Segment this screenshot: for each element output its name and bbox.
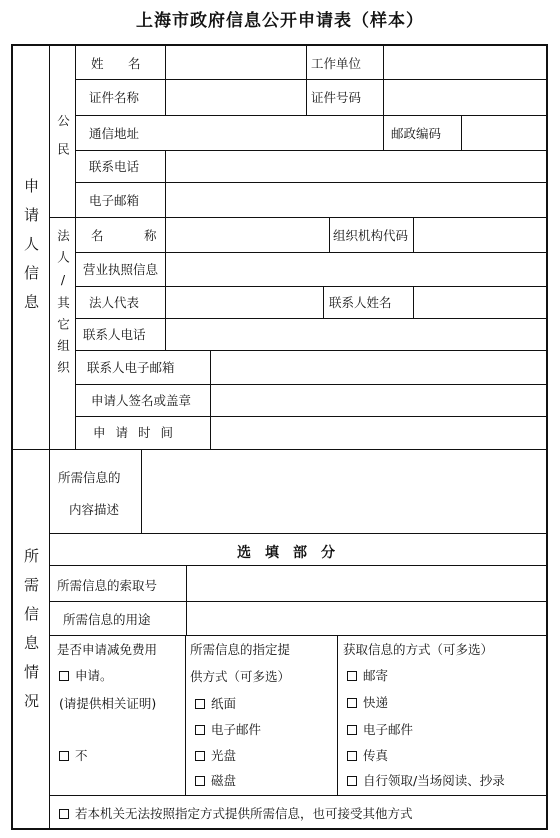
apply-time-label: 申请时间 [93,425,184,440]
alt-method-text: 若本机关无法按照指定方式提供所需信息，也可接受其他方式 [75,806,413,821]
provide-email-checkbox[interactable] [195,725,205,735]
grid-line [323,286,324,318]
grid-line [165,46,166,115]
grid-line [337,635,338,795]
grid-line [210,350,211,449]
obtain-email-checkbox[interactable] [347,725,357,735]
fee-apply-text: 申请。 [75,668,113,683]
id-number-label: 证件号码 [311,90,362,105]
fee-proof-note: (请提供相关证明) [59,696,157,711]
citizen-name-label: 姓 名 [91,56,147,71]
grid-line [306,46,307,115]
grid-line [186,565,187,635]
obtain-option[interactable] [347,775,505,788]
grid-line [49,635,548,636]
provide-disk-checkbox[interactable] [195,776,205,786]
grid-line [75,150,548,151]
info-section-label: 所需信息情况 [22,548,40,722]
grid-line [49,601,548,602]
obtain-mail-checkbox[interactable] [347,671,357,681]
obtain-option-text: 邮寄 [363,668,389,683]
obtain-option-text: 快递 [363,695,389,710]
grid-line [75,252,548,253]
grid-line [165,150,166,217]
applicant-section-label: 申请人信息 [22,178,40,323]
fee-apply-option[interactable] [59,670,113,683]
signature-label: 申请人签名或盖章 [91,393,192,408]
index-number-label: 所需信息的索取号 [57,578,158,593]
fee-no-checkbox[interactable] [59,751,69,761]
obtain-self-checkbox[interactable] [347,776,357,786]
legal-rep-label: 法人代表 [89,295,140,310]
grid-line [383,115,384,150]
org-label: 法人/其它组织 [55,229,71,382]
phone-label: 联系电话 [89,159,140,174]
obtain-option[interactable] [347,697,388,710]
provide-paper-checkbox[interactable] [195,699,205,709]
grid-line [75,384,548,385]
purpose-label: 所需信息的用途 [63,612,151,627]
form-title: 上海市政府信息公开申请表（样本） [136,11,424,31]
content-desc-label-1: 所需信息的 [58,470,121,485]
grid-line [75,350,548,351]
provide-option-text: 电子邮件 [211,722,262,737]
provide-option-text: 磁盘 [211,773,237,788]
org-name-label: 名 称 [91,228,171,243]
content-desc-label-2: 内容描述 [69,502,120,517]
fee-apply-checkbox[interactable] [59,671,69,681]
grid-line [13,449,548,450]
alt-method-checkbox[interactable] [59,809,69,819]
alt-method-option[interactable] [59,808,413,821]
obtain-option[interactable] [347,724,413,737]
citizen-label: 公民 [55,114,71,171]
postcode-label: 邮政编码 [391,126,442,141]
obtain-option[interactable] [347,670,388,683]
grid-line [49,533,548,534]
grid-line [49,565,548,566]
obtain-column-title: 获取信息的方式（可多选） [343,642,494,657]
obtain-fax-checkbox[interactable] [347,751,357,761]
fee-column-title: 是否申请减免费用 [57,642,158,657]
provide-option-text: 纸面 [211,696,237,711]
provide-column-title-1: 所需信息的指定提 [190,642,291,657]
grid-line [75,46,76,449]
grid-line [75,79,548,80]
grid-line [461,115,462,150]
obtain-option-text: 电子邮件 [363,722,414,737]
provide-column-title-2: 供方式（可多选） [190,669,291,684]
contact-phone-label: 联系人电话 [83,327,146,342]
provide-option[interactable] [195,724,261,737]
obtain-option-text: 自行领取/当场阅读、抄录 [363,773,505,788]
application-form [11,44,548,830]
provide-option-text: 光盘 [211,748,237,763]
grid-line [75,182,548,183]
grid-line [165,286,166,318]
grid-line [165,318,166,350]
grid-line [413,217,414,252]
address-label: 通信地址 [89,126,140,141]
contact-email-label: 联系人电子邮箱 [87,360,175,375]
grid-line [49,795,548,796]
provide-cd-checkbox[interactable] [195,751,205,761]
grid-line [49,46,50,830]
grid-line [75,318,548,319]
provide-option[interactable] [195,775,236,788]
grid-line [413,286,414,318]
license-label: 营业执照信息 [83,262,159,277]
grid-line [75,286,548,287]
optional-section-header: 选填部分 [237,545,349,561]
fee-no-text: 不 [75,748,88,763]
contact-name-label: 联系人姓名 [329,295,392,310]
grid-line [329,217,330,252]
provide-option[interactable] [195,750,236,763]
grid-line [75,115,548,116]
grid-line [383,46,384,115]
email-label: 电子邮箱 [89,193,140,208]
grid-line [165,252,166,286]
fee-no-option[interactable] [59,750,88,763]
grid-line [49,217,548,218]
grid-line [141,449,142,533]
work-unit-label: 工作单位 [311,56,362,71]
obtain-express-checkbox[interactable] [347,698,357,708]
obtain-option-text: 传真 [363,748,389,763]
id-name-label: 证件名称 [89,90,140,105]
org-code-label: 组织机构代码 [333,228,409,243]
grid-line [185,635,186,795]
provide-option[interactable] [195,698,236,711]
grid-line [75,416,548,417]
obtain-option[interactable] [347,750,388,763]
